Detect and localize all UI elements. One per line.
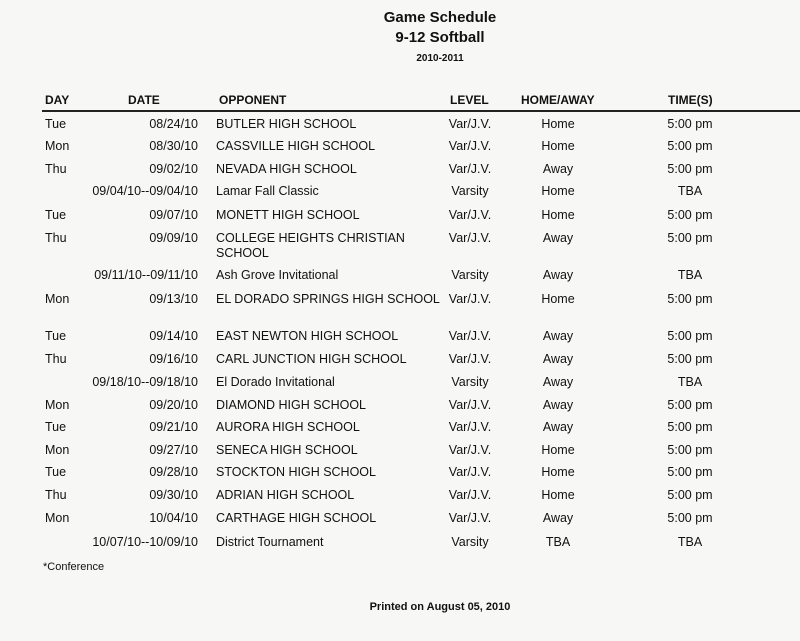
cell-date: 10/07/10--10/09/10 [92,535,198,549]
cell-home-away: Away [542,268,574,282]
cell-level: Var/J.V. [448,208,492,222]
cell-date: 08/30/10 [149,139,198,153]
cell-home-away: Away [542,420,574,434]
page-title: Game Schedule [383,9,497,26]
cell-opponent: Lamar Fall Classic [216,184,319,198]
cell-home-away: Home [541,208,575,222]
column-header-opponent: OPPONENT [219,93,287,107]
cell-opponent: CASSVILLE HIGH SCHOOL [216,139,376,153]
cell-date: 09/27/10 [149,443,198,457]
cell-home-away: Home [541,117,575,131]
cell-home-away: Away [542,511,574,525]
cell-date: 09/21/10 [149,420,198,434]
cell-level: Varsity [451,268,489,282]
cell-home-away: Away [542,398,574,412]
cell-home-away: Away [542,375,574,389]
cell-level: Var/J.V. [448,139,492,153]
season-label: 2010-2011 [416,53,464,64]
cell-date: 09/28/10 [149,465,198,479]
cell-time: 5:00 pm [667,231,713,245]
cell-date: 09/13/10 [149,292,198,306]
cell-opponent: AURORA HIGH SCHOOL [216,420,360,434]
cell-home-away: TBA [545,535,571,549]
cell-time: 5:00 pm [667,139,713,153]
cell-level: Varsity [451,535,489,549]
cell-opponent: CARL JUNCTION HIGH SCHOOL [216,352,407,366]
cell-home-away: Away [542,231,574,245]
cell-day: Mon [45,443,70,457]
cell-day: Mon [45,139,70,153]
cell-day: Thu [45,162,67,176]
cell-home-away: Away [542,162,574,176]
cell-time: 5:00 pm [667,162,713,176]
column-header-level: LEVEL [450,93,489,107]
cell-time: TBA [677,184,703,198]
cell-opponent: EAST NEWTON HIGH SCHOOL [216,329,399,343]
cell-level: Var/J.V. [448,329,492,343]
cell-opponent: BUTLER HIGH SCHOOL [216,117,357,131]
conference-note: *Conference [43,561,105,573]
cell-opponent: STOCKTON HIGH SCHOOL [216,465,376,479]
cell-opponent: El Dorado Invitational [216,375,335,389]
header-divider [42,110,800,112]
cell-level: Var/J.V. [448,443,492,457]
cell-time: 5:00 pm [667,511,713,525]
cell-level: Var/J.V. [448,117,492,131]
cell-date: 09/02/10 [149,162,198,176]
cell-date: 09/30/10 [149,488,198,502]
cell-day: Tue [45,208,67,222]
cell-level: Var/J.V. [448,162,492,176]
cell-day: Mon [45,511,70,525]
cell-opponent: NEVADA HIGH SCHOOL [216,162,357,176]
cell-day: Thu [45,231,67,245]
cell-opponent: EL DORADO SPRINGS HIGH SCHOOL [216,292,440,306]
cell-time: 5:00 pm [667,420,713,434]
cell-time: 5:00 pm [667,208,713,222]
cell-date: 10/04/10 [149,511,198,525]
cell-day: Tue [45,465,67,479]
cell-home-away: Away [542,329,574,343]
cell-date: 09/18/10--09/18/10 [92,375,198,389]
cell-date: 09/04/10--09/04/10 [92,184,198,198]
cell-opponent: CARTHAGE HIGH SCHOOL [216,511,377,525]
cell-time: TBA [677,375,703,389]
cell-date: 09/14/10 [149,329,198,343]
cell-day: Mon [45,292,70,306]
cell-time: 5:00 pm [667,488,713,502]
cell-time: 5:00 pm [667,352,713,366]
printed-date: Printed on August 05, 2010 [369,601,511,613]
column-header-day: DAY [45,93,70,107]
cell-home-away: Home [541,139,575,153]
cell-time: 5:00 pm [667,292,713,306]
cell-date: 09/11/10--09/11/10 [94,268,198,282]
cell-date: 09/07/10 [149,208,198,222]
cell-level: Var/J.V. [448,292,492,306]
cell-level: Var/J.V. [448,231,492,245]
cell-time: TBA [677,268,703,282]
cell-level: Var/J.V. [448,511,492,525]
cell-level: Var/J.V. [448,352,492,366]
cell-date: 09/16/10 [149,352,198,366]
cell-home-away: Home [541,184,575,198]
cell-opponent: ADRIAN HIGH SCHOOL [216,488,355,502]
cell-time: 5:00 pm [667,465,713,479]
cell-opponent: Ash Grove Invitational [216,268,339,282]
cell-level: Varsity [451,184,489,198]
cell-day: Tue [45,117,67,131]
cell-date: 08/24/10 [149,117,198,131]
cell-home-away: Home [541,443,575,457]
cell-time: 5:00 pm [667,117,713,131]
cell-day: Tue [45,329,67,343]
cell-day: Thu [45,352,67,366]
cell-level: Var/J.V. [448,488,492,502]
cell-time: TBA [677,535,703,549]
column-header-home-away: HOME/AWAY [521,93,595,107]
cell-home-away: Away [542,352,574,366]
cell-day: Thu [45,488,67,502]
cell-day: Mon [45,398,70,412]
column-header-date: DATE [128,93,160,107]
cell-opponent: SENECA HIGH SCHOOL [216,443,358,457]
cell-level: Var/J.V. [448,398,492,412]
cell-home-away: Home [541,465,575,479]
cell-home-away: Home [541,292,575,306]
page-subtitle: 9-12 Softball [395,29,485,46]
cell-date: 09/09/10 [149,231,198,245]
cell-opponent: District Tournament [216,535,324,549]
cell-level: Varsity [451,375,489,389]
cell-time: 5:00 pm [667,398,713,412]
cell-opponent: COLLEGE HEIGHTS CHRISTIAN SCHOOL [216,231,405,260]
cell-home-away: Home [541,488,575,502]
cell-time: 5:00 pm [667,329,713,343]
cell-day: Tue [45,420,67,434]
cell-date: 09/20/10 [149,398,198,412]
cell-opponent: MONETT HIGH SCHOOL [216,208,360,222]
cell-level: Var/J.V. [448,465,492,479]
cell-opponent: DIAMOND HIGH SCHOOL [216,398,367,412]
cell-level: Var/J.V. [448,420,492,434]
column-header-time: TIME(S) [668,93,713,107]
cell-time: 5:00 pm [667,443,713,457]
